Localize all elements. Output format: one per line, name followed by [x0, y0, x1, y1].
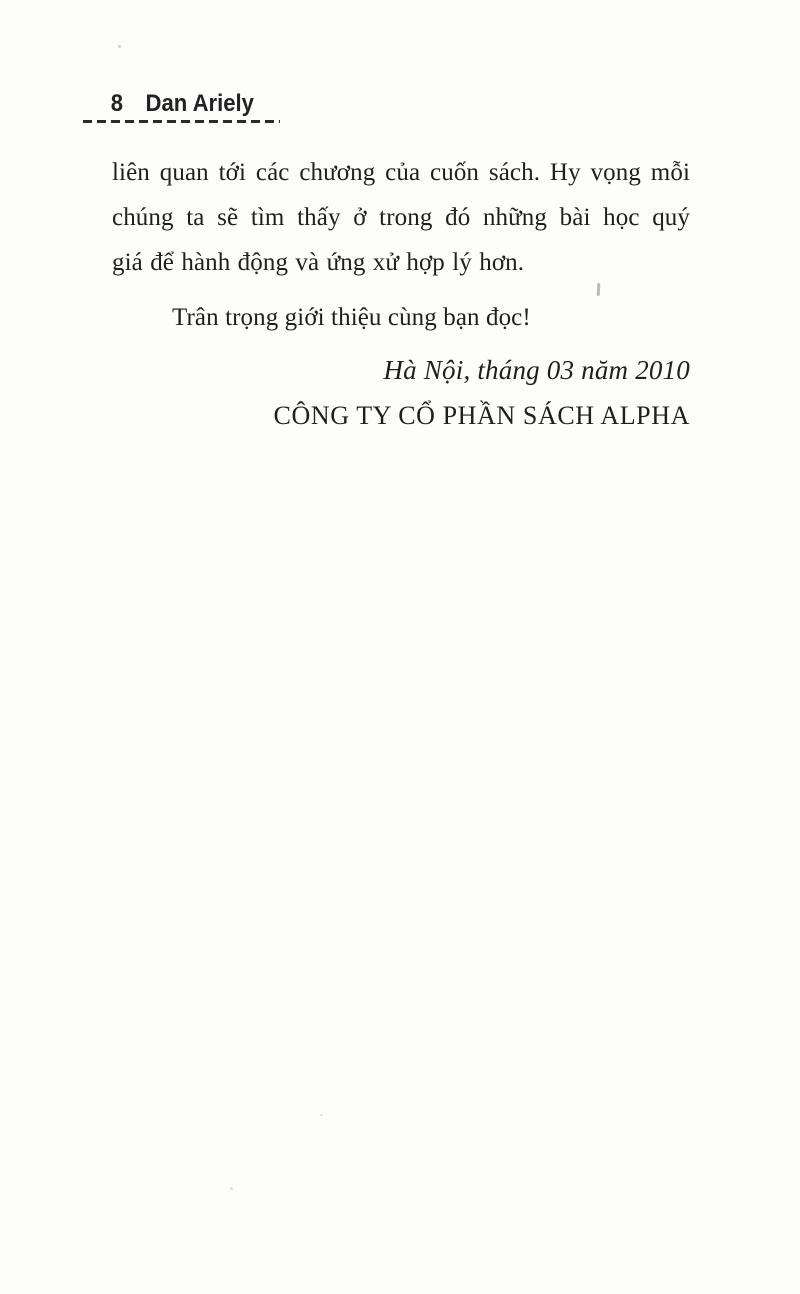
paragraph-line: liên quan tới các chương của cuốn sách. Hy vọng mỗi — [112, 159, 690, 186]
paragraph-line: giá để hành động và ứng xử hợp lý hơn. — [112, 249, 525, 276]
closing-line: Trân trọng giới thiệu cùng bạn đọc! — [172, 304, 531, 331]
scan-speck — [230, 1187, 233, 1190]
scan-speck — [118, 45, 121, 48]
scan-speck — [320, 1114, 323, 1116]
header-dashed-rule — [83, 120, 280, 123]
body-text — [112, 150, 690, 439]
running-header — [85, 90, 254, 118]
signoff-place-date: Hà Nội, tháng 03 năm 2010 — [383, 355, 690, 385]
running-title: Dan Ariely — [145, 90, 254, 117]
page-number: 8 — [110, 90, 124, 117]
signoff-company: CÔNG TY CỔ PHẦN SÁCH ALPHA — [273, 401, 690, 430]
paragraph-line: chúng ta sẽ tìm thấy ở trong đó những bài học quý — [112, 204, 690, 231]
